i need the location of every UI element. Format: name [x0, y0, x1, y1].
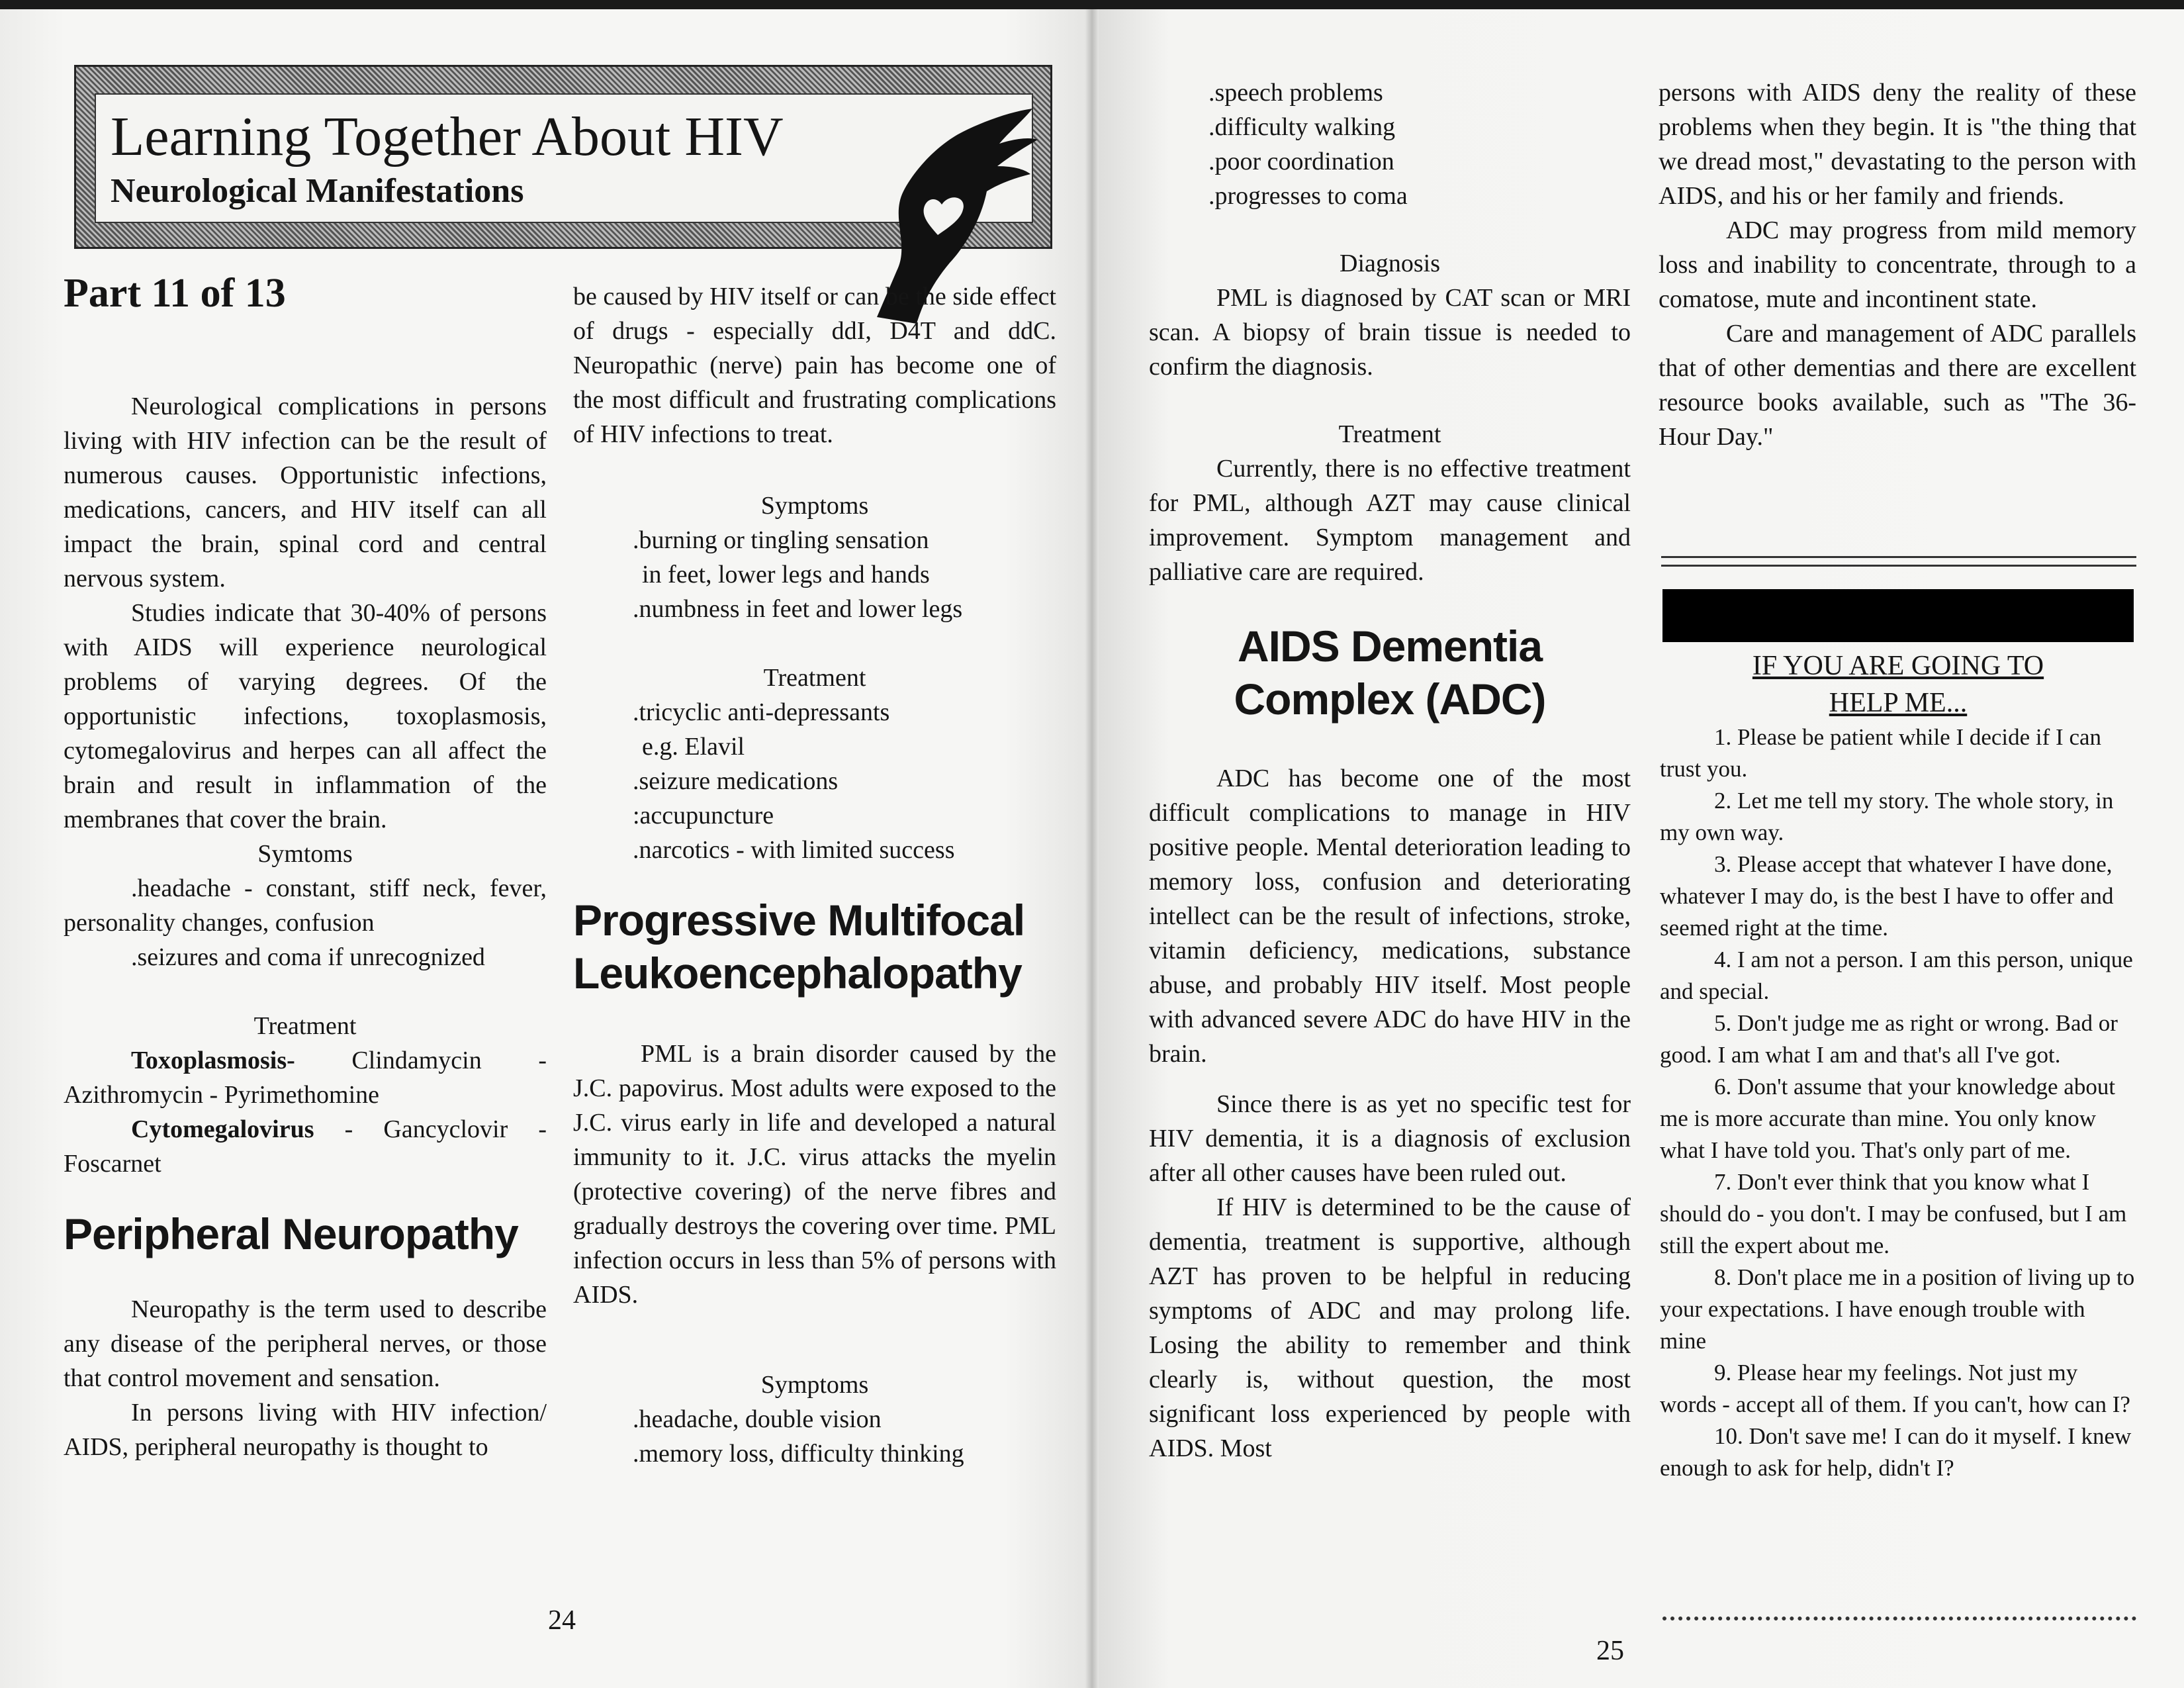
- dotted-divider: [1662, 1617, 2136, 1620]
- intro-paragraph-2: Studies indicate that 30-40% of persons with AIDS will experience neurological problems of varying degrees. Of the opportunistic infections, toxoplasmosis, cytomegalovirus and herpes can all affect the brain and result in inflammation of the membranes that cover the brain.: [64, 599, 547, 833]
- adc-heading-line-2: Complex (ADC): [1234, 675, 1546, 724]
- right-column-1: [1149, 75, 1631, 1466]
- list-item: 8. Don't place me in a position of living up to your expectations. I have enough trouble with mine: [1660, 1264, 2135, 1354]
- diagnosis-heading: Diagnosis: [1340, 250, 1440, 277]
- symptoms-heading: Symptoms: [760, 492, 869, 520]
- symptom-item: .poor coordination: [1208, 148, 1394, 175]
- cmv-label: Cytomegalovirus: [131, 1115, 314, 1143]
- adc-progression-paragraph: ADC may progress from mild memory loss and inability to concentrate, through to a comatose, mute and incontinent state.: [1659, 216, 2136, 313]
- treatment-heading: Treatment: [1338, 420, 1441, 448]
- symptom-item: .numbness in feet and lower legs: [633, 595, 963, 623]
- list-item: 2. Let me tell my story. The whole story, in my own way.: [1660, 788, 2114, 845]
- book-gutter: [1085, 9, 1099, 1688]
- toxo-treatment: [64, 1043, 547, 1112]
- list-title-line-2: HELP ME...: [1829, 688, 1968, 718]
- help-me-list: [1660, 647, 2136, 1484]
- neuropathy-continued: be caused by HIV itself or can be the side effect of drugs - especially ddI, D4T and ddC. Neuropathic (nerve) pain has become one of the most difficult and frustrating complications of HIV infections to treat.: [573, 283, 1056, 448]
- pml-paragraph: PML is a brain disorder caused by the J.C. papovirus. Most adults were exposed to the J.C. virus early in life and developed a natural immunity to it. J.C. virus attacks the myelin (protective covering) of the nerve fibres and gradually destroys the covering over time. PML infection occurs in less than 5% of persons with AIDS.: [573, 1040, 1056, 1309]
- symptom-item: .headache - constant, stiff neck, fever, personality changes, confusion: [64, 874, 547, 937]
- page-number-right: 25: [1596, 1636, 1624, 1666]
- list-item: 7. Don't ever think that you know what I should do - you don't. I may be confused, but I am still the expert about me.: [1660, 1169, 2127, 1258]
- list-item: 6. Don't assume that your knowledge about me is more accurate than mine. You only know what I have told you. That's only part of me.: [1660, 1074, 2116, 1163]
- treatment-item: e.g. Elavil: [642, 733, 745, 761]
- banner-title: Learning Together About HIV: [111, 106, 784, 167]
- symptom-item: .headache, double vision: [633, 1405, 882, 1433]
- title-banner: [74, 65, 1052, 249]
- adc-continued: persons with AIDS deny the reality of these problems when they begin. It is "the thing that we dread most," devastating to the person with AIDS, and his or her family and friends.: [1659, 79, 2136, 210]
- pml-heading-line-1: Progressive Multifocal: [573, 896, 1025, 945]
- symptom-item: in feet, lower legs and hands: [642, 561, 930, 588]
- cmv-treatment: [64, 1112, 547, 1181]
- adc-paragraph-2: Since there is as yet no specific test for HIV dementia, it is a diagnosis of exclusion after all other causes have been ruled out.: [1149, 1090, 1631, 1187]
- symptom-item: .memory loss, difficulty thinking: [633, 1440, 964, 1468]
- list-item: 1. Please be patient while I decide if I can trust you.: [1660, 724, 2102, 782]
- list-item: 10. Don't save me! I can do it myself. I knew enough to ask for help, didn't I?: [1660, 1423, 2132, 1481]
- redacted-bar: [1662, 589, 2134, 642]
- scan-top-edge: [0, 0, 2184, 9]
- adc-heading-line-1: AIDS Dementia: [1237, 622, 1543, 671]
- toxo-label: Toxoplasmosis-: [131, 1047, 295, 1074]
- treatment-item: .seizure medications: [633, 767, 839, 795]
- double-divider: [1661, 556, 2136, 567]
- treatment-heading: Treatment: [763, 664, 866, 692]
- page-number-left: 24: [548, 1605, 576, 1636]
- pml-heading-line-2: Leukoencephalopathy: [573, 949, 1022, 998]
- left-column-2: [573, 279, 1056, 1471]
- peripheral-neuropathy-heading: Peripheral Neuropathy: [64, 1209, 518, 1258]
- list-item: 5. Don't judge me as right or wrong. Bad or good. I am what I am and that's all I've got.: [1660, 1010, 2118, 1068]
- symptom-item: .speech problems: [1208, 79, 1383, 107]
- toxo-drugs: Clindamycin - Azithromycin - Pyrimethomine: [64, 1047, 547, 1109]
- treatment-item: .tricyclic anti-depressants: [633, 698, 890, 726]
- treatment-item: .narcotics - with limited success: [633, 836, 955, 864]
- left-column-1: [64, 270, 547, 1464]
- part-number: Part 11 of 13: [64, 271, 286, 316]
- symptoms-heading: Symtoms: [257, 840, 353, 868]
- right-column-2: [1659, 75, 2136, 454]
- neuropathy-paragraph-2: In persons living with HIV infection/ AIDS, peripheral neuropathy is thought to: [64, 1399, 547, 1461]
- neuropathy-paragraph-1: Neuropathy is the term used to describe any disease of the peripheral nerves, or those that control movement and sensation.: [64, 1295, 547, 1392]
- list-title-line-1: IF YOU ARE GOING TO: [1752, 651, 2044, 681]
- list-item: 4. I am not a person. I am this person, unique and special.: [1660, 947, 2133, 1004]
- diagnosis-paragraph: PML is diagnosed by CAT scan or MRI scan. A biopsy of brain tissue is needed to confirm the diagnosis.: [1149, 284, 1631, 381]
- treatment-item: :accupuncture: [633, 802, 774, 829]
- adc-paragraph-3: If HIV is determined to be the cause of dementia, treatment is supportive, although AZT has proven to be helpful in reducing symptoms of ADC and may prolong life. Losing the ability to remember and think clearly is, without question, the most significant loss experienced by people with AIDS. Most: [1149, 1194, 1631, 1462]
- list-item: 9. Please hear my feelings. Not just my words - accept all of them. If you can't, how can I?: [1660, 1360, 2130, 1417]
- intro-paragraph-1: Neurological complications in persons living with HIV infection can be the result of numerous causes. Opportunistic infections, medications, cancers, and HIV itself can all impact the brain, spinal cord and central nervous system.: [64, 393, 547, 592]
- symptom-item: .burning or tingling sensation: [633, 526, 929, 554]
- treatment-heading: Treatment: [253, 1012, 357, 1040]
- banner-subtitle: Neurological Manifestations: [111, 172, 524, 210]
- list-item: 3. Please accept that whatever I have done, whatever I may do, is the best I have to offer and seemed right at the time.: [1660, 851, 2114, 941]
- cmv-drugs: - Gancyclovir - Foscarnet: [64, 1115, 547, 1178]
- pml-treatment-paragraph: Currently, there is no effective treatment for PML, although AZT may cause clinical improvement. Symptom management and palliative care are required.: [1149, 455, 1631, 586]
- symptom-item: .difficulty walking: [1208, 113, 1396, 141]
- symptom-item: .seizures and coma if unrecognized: [131, 943, 485, 971]
- pml-symptoms-heading: Symptoms: [760, 1371, 869, 1399]
- adc-paragraph-1: ADC has become one of the most difficult complications to manage in HIV positive people. Mental deterioration leading to memory loss, confusion and deteriorating intellect can be the result of infections, stroke, vitamin deficiency, medications, substance abuse, and probably HIV itself. Most people with advanced severe ADC do have HIV in the brain.: [1149, 765, 1631, 1068]
- adc-care-paragraph: Care and management of ADC parallels that of other dementias and there are excellent resource books available, such as "The 36-Hour Day.": [1659, 320, 2136, 451]
- symptom-item: .progresses to coma: [1208, 182, 1408, 210]
